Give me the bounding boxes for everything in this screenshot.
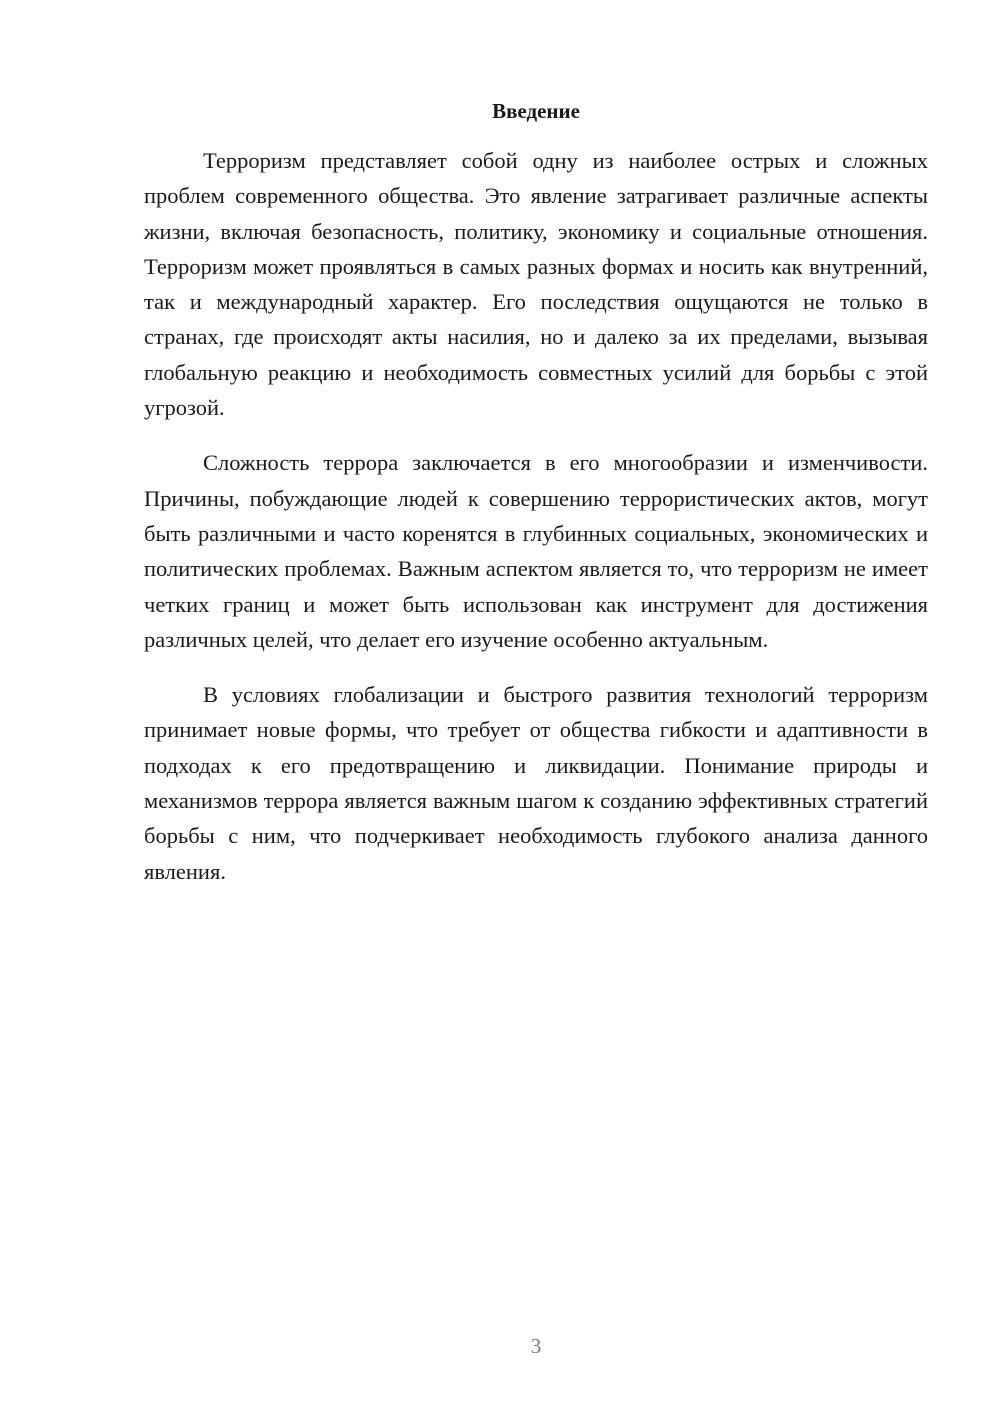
paragraph-1: Терроризм представляет собой одну из наиболее острых и сложных проблем современного общества. Это явление затрагивает различные аспекты жизни, включая безопасность, политику, экономику и социальные отношения. Терроризм может проявляться в самых разных формах и носить как внутренний, так и международный характер. Его последствия ощущаются не только в странах, где происходят акты насилия, но и далеко за их пределами, вызывая глобальную реакцию и необходимость совместных усилий для борьбы с этой угрозой.: [144, 148, 928, 421]
section-heading: Введение: [492, 99, 580, 123]
paragraph-2: Сложность террора заключается в его многообразии и изменчивости. Причины, побуждающие людей к совершению террористических актов, могут быть различными и часто коренятся в глубинных социальных, экономических и политических проблемах. Важным аспектом является то, что терроризм не имеет четких границ и может быть использован как инструмент для достижения различных целей, что делает его изучение особенно актуальным.: [144, 450, 928, 652]
body-text: [144, 143, 928, 909]
page-number: 3: [530, 1334, 542, 1358]
paragraph-3: В условиях глобализации и быстрого развития технологий терроризм принимает новые формы, что требует от общества гибкости и адаптивности в подходах к его предотвращению и ликвидации. Понимание природы и механизмов террора является важным шагом к созданию эффективных стратегий борьбы с ним, что подчеркивает необходимость глубокого анализа данного явления.: [144, 682, 928, 884]
